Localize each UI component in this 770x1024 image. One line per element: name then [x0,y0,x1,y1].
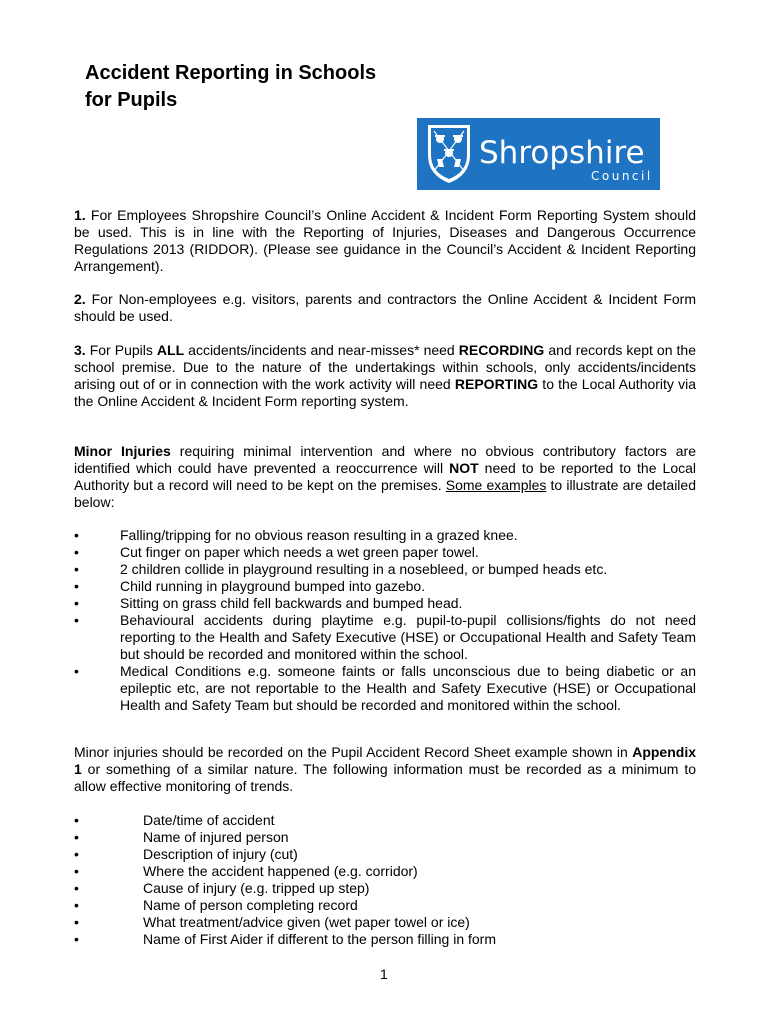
title-line-2: for Pupils [85,89,178,111]
list-item [74,846,696,863]
recording-text-a: Minor injuries should be recorded on the Pupil Accident Record Sheet example shown in [74,744,633,760]
list-item-text: Name of First Aider if different to the person filling in form [143,931,497,947]
bullet-icon: • [74,914,79,930]
paragraph-2-text: For Non-employees e.g. visitors, parents and contractors the Online Accident & Incident Form should be used. [74,291,696,324]
list-item [74,829,696,846]
list-item-text: Falling/tripping for no obvious reason resulting in a grazed knee. [120,527,518,543]
list-item-text: Cut finger on paper which needs a wet green paper towel. [120,544,479,560]
logo-word: Shropshire [479,135,645,171]
list-item-text: Name of person completing record [143,897,358,913]
bullet-icon: • [74,561,79,577]
document-title [85,60,376,114]
list-item [74,880,696,897]
list-item-text: Name of injured person [143,829,289,845]
bullet-icon: • [74,897,79,913]
list-item [74,914,696,931]
list-item [74,527,696,544]
minor-injuries-text-a: requiring minimal intervention and where no obvious contributory factors are identified which could have prevented a reoccurrence will [74,443,696,476]
list-item [74,863,696,880]
bullet-icon: • [74,527,79,543]
title-line-1: Accident Reporting in Schools [85,62,377,84]
paragraph-3-text-c: and records kept on the school premise. Due to the nature of the undertakings within schools, only accidents/incidents arising out of or in connection with the work activity will need [74,342,696,392]
paragraph-3-bold-recording: RECORDING [458,342,545,358]
paragraph-1 [74,207,696,275]
paragraph-3-bold-all: ALL [156,342,185,358]
recording-text-b: or something of a similar nature. The following information must be recorded as a minimum to allow effective monitoring of trends. [74,761,696,794]
logo-graphic [417,118,660,190]
list-item-text: Date/time of accident [143,812,275,828]
paragraph-minor-injuries [74,443,696,511]
list-item-text: Cause of injury (e.g. tripped up step) [143,880,370,896]
paragraph-2-number: 2. [74,291,86,307]
list-item [74,931,696,948]
some-examples-underlined: Some examples [445,477,547,493]
list-item-text: 2 children collide in playground resulting in a nosebleed, or bumped heads etc. [120,561,608,577]
bullet-icon: • [74,863,79,879]
list-item [74,897,696,914]
minor-injuries-heading: Minor Injuries [74,443,171,459]
list-item-text: Where the accident happened (e.g. corridor) [143,863,418,879]
required-info-list [74,812,696,948]
minor-injuries-text-c: to illustrate are detailed below: [74,477,696,510]
page-number: 1 [380,966,388,982]
logo-sub: Council [591,169,653,183]
list-item-text: Medical Conditions e.g. someone faints or falls unconscious due to being diabetic or an epileptic etc, are not reportable to the Health and Safety Executive (HSE) or Occupational Health and Safety Team but should be recorded and monitored within the school. [120,663,696,713]
list-item [74,578,696,595]
paragraph-3-number: 3. [74,342,86,358]
appendix-1-bold: Appendix 1 [74,744,696,777]
list-item-text: Sitting on grass child fell backwards and bumped head. [120,595,463,611]
shropshire-council-logo [417,118,660,190]
paragraph-3-bold-reporting: REPORTING [454,376,539,392]
bullet-icon: • [74,663,79,679]
list-item [74,544,696,561]
bullet-icon: • [74,931,79,947]
bullet-icon: • [74,880,79,896]
bullet-icon: • [74,595,79,611]
examples-list [74,527,696,714]
bullet-icon: • [74,812,79,828]
list-item-text: Child running in playground bumped into gazebo. [120,578,426,594]
paragraph-3-text-a: For Pupils [85,342,157,358]
bullet-icon: • [74,578,79,594]
paragraph-3-text-b: accidents/incidents and near-misses* need [184,342,459,358]
paragraph-3 [74,342,696,410]
list-item-text: What treatment/advice given (wet paper towel or ice) [143,914,470,930]
bullet-icon: • [74,612,79,628]
list-item [74,595,696,612]
paragraph-2 [74,291,696,325]
bullet-icon: • [74,544,79,560]
list-item [74,561,696,578]
list-item [74,612,696,663]
paragraph-1-number: 1. [74,207,86,223]
list-item [74,663,696,714]
paragraph-recording [74,744,696,795]
paragraph-3-text-d: to the Local Authority via the Online Accident & Incident Form reporting system. [74,376,696,409]
bullet-icon: • [74,829,79,845]
list-item-text: Description of injury (cut) [143,846,298,862]
paragraph-1-text: For Employees Shropshire Council’s Online Accident & Incident Form Reporting System should be used. This is in line with the Reporting of Injuries, Diseases and Dangerous Occurrence Regulations 2013 (RIDDOR). (Please see guidance in the Council’s Accident & Incident Reporting Arrangement). [74,207,696,274]
list-item-text: Behavioural accidents during playtime e.g. pupil-to-pupil collisions/fights do not need reporting to the Health and Safety Executive (HSE) or Occupational Health and Safety Team but should be recorded and monitored within the school. [120,612,696,662]
minor-injuries-bold-not: NOT [449,460,479,476]
bullet-icon: • [74,846,79,862]
list-item [74,812,696,829]
minor-injuries-text-b: need to be reported to the Local Authority but a record will need to be kept on the premises. [74,460,696,493]
